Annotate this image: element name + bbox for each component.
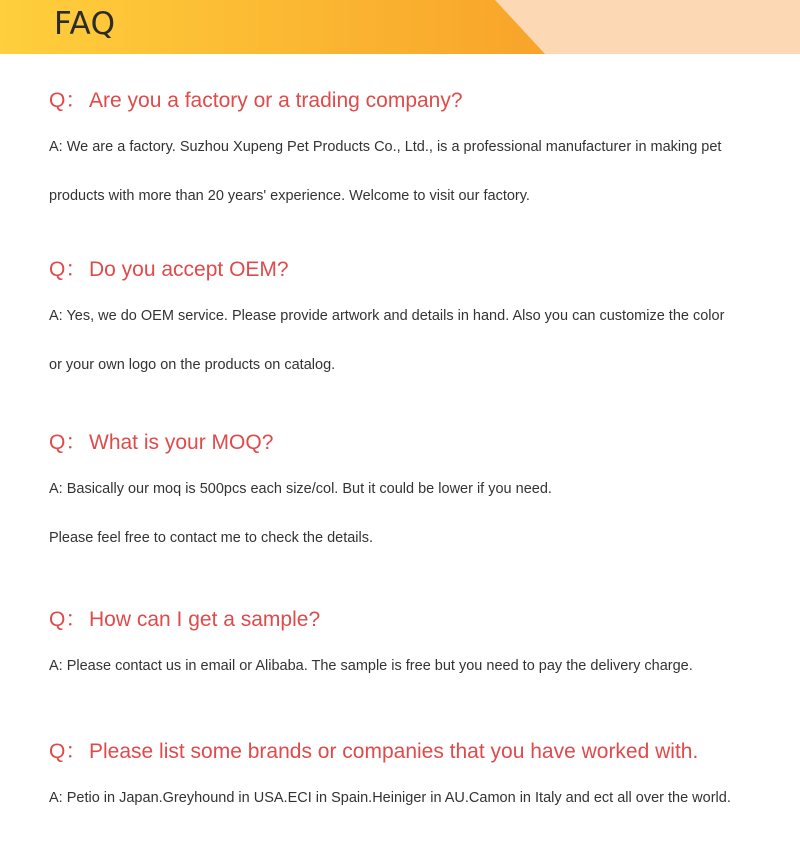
- question-prefix: Q：: [49, 89, 87, 112]
- faq-answer-3-line-2: Please feel free to contact me to check the details.: [49, 530, 374, 546]
- faq-answer-3-line-1: A: Basically our moq is 500pcs each size/col. But it could be lower if you need.: [49, 481, 552, 497]
- faq-answer-5-line-1: A: Petio in Japan.Greyhound in USA.ECI in Spain.Heiniger in AU.Camon in Italy and ect all over the world.: [49, 790, 731, 806]
- faq-answer-4-line-1: A: Please contact us in email or Alibaba. The sample is free but you need to pay the delivery charge.: [49, 658, 693, 674]
- faq-question-2: [49, 253, 289, 283]
- faq-answer-1-line-1: A: We are a factory. Suzhou Xupeng Pet Products Co., Ltd., is a professional manufacturer in making pet: [49, 139, 722, 155]
- faq-header-banner: [0, 0, 800, 54]
- header-background: [0, 0, 800, 54]
- question-prefix: Q：: [49, 431, 87, 454]
- question-text: Are you a factory or a trading company?: [89, 89, 463, 112]
- question-text: What is your MOQ?: [89, 431, 274, 454]
- question-prefix: Q：: [49, 740, 87, 763]
- question-text: How can I get a sample?: [89, 608, 321, 631]
- faq-question-1: [49, 84, 463, 114]
- question-prefix: Q：: [49, 258, 87, 281]
- faq-answer-2-line-1: A: Yes, we do OEM service. Please provide artwork and details in hand. Also you can customize the color: [49, 308, 725, 324]
- question-text: Please list some brands or companies that you have worked with.: [89, 740, 699, 763]
- faq-question-5: [49, 735, 698, 765]
- question-prefix: Q：: [49, 608, 87, 631]
- faq-answer-1-line-2: products with more than 20 years' experience. Welcome to visit our factory.: [49, 188, 530, 204]
- question-text: Do you accept OEM?: [89, 258, 289, 281]
- faq-answer-2-line-2: or your own logo on the products on catalog.: [49, 357, 336, 373]
- faq-question-4: [49, 603, 320, 633]
- page-title: FAQ: [54, 6, 116, 42]
- faq-question-3: [49, 426, 273, 456]
